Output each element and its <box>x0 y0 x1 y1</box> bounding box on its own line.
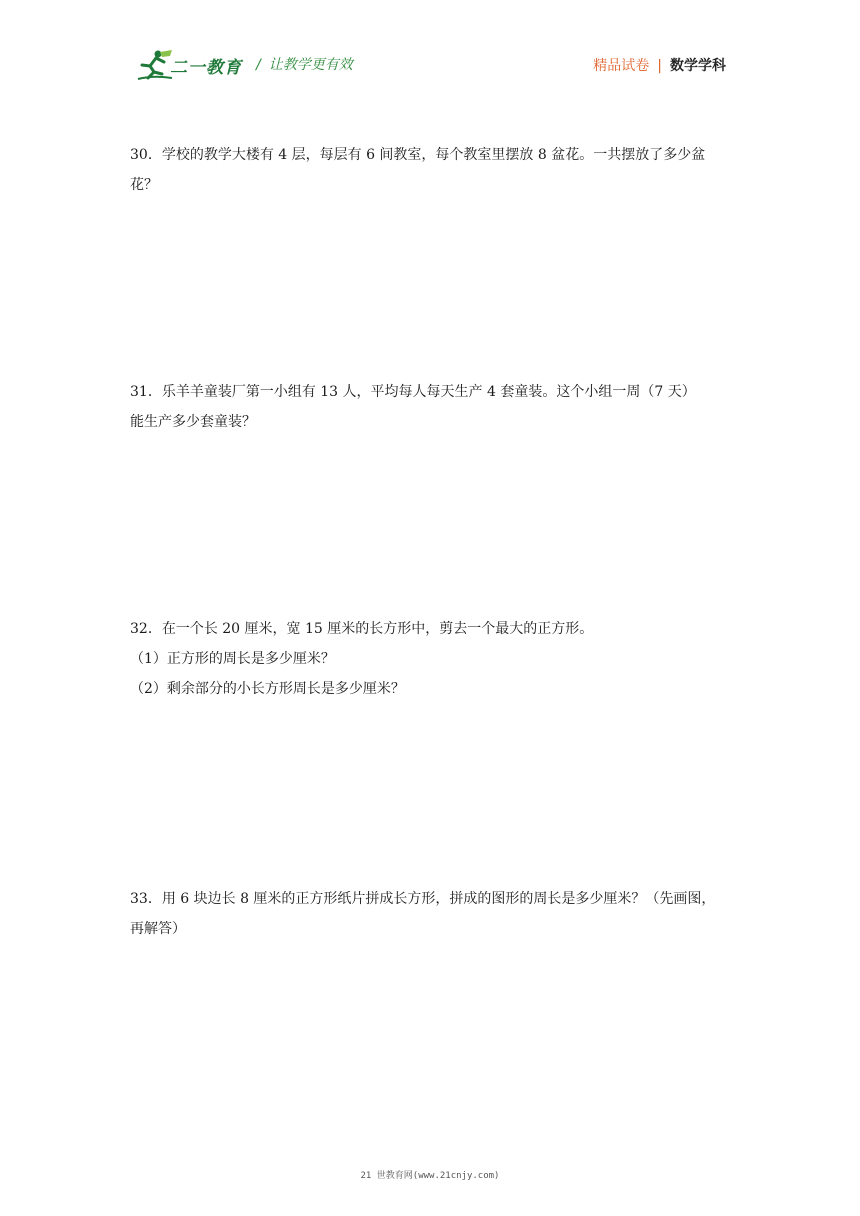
question-text-continued: 花？ <box>130 177 158 193</box>
question-text: 32．在一个长 20 厘米，宽 15 厘米的长方形中，剪去一个最大的正方形。 <box>130 621 594 637</box>
tag-premium-paper: 精品试卷 <box>593 58 650 74</box>
question-text-continued: 再解答） <box>130 921 186 937</box>
question-30 <box>130 140 730 200</box>
question-32 <box>130 614 730 704</box>
site-logo <box>136 48 246 82</box>
question-33 <box>130 884 730 944</box>
page-footer: 21 世教育网(www.21cnjy.com) <box>360 1171 500 1181</box>
question-text: 30．学校的教学大楼有 4 层，每层有 6 间教室，每个教室里摆放 8 盆花。一共摆放了多少盆 <box>130 147 706 163</box>
slogan-text: 让教学更有效 <box>268 57 353 73</box>
question-text: 31．乐羊羊童装厂第一小组有 13 人，平均每人每天生产 4 套童装。这个小组一周（7 天） <box>130 384 696 400</box>
sub-question-2: （2）剩余部分的小长方形周长是多少厘米？ <box>130 681 405 697</box>
slogan-slash: / <box>256 57 261 73</box>
header-tags <box>593 55 726 75</box>
question-text: 33．用 6 块边长 8 厘米的正方形纸片拼成长方形，拼成的图形的周长是多少厘米？（先画图， <box>130 891 716 907</box>
page-header <box>0 0 860 100</box>
sub-question-1: （1）正方形的周长是多少厘米？ <box>130 651 335 667</box>
question-31 <box>130 377 730 437</box>
tag-separator: | <box>657 58 662 74</box>
tag-subject: 数学学科 <box>670 58 726 74</box>
slogan <box>256 54 353 74</box>
question-text-continued: 能生产多少套童装？ <box>130 414 256 430</box>
logo-text: 二一教育 <box>170 58 242 78</box>
